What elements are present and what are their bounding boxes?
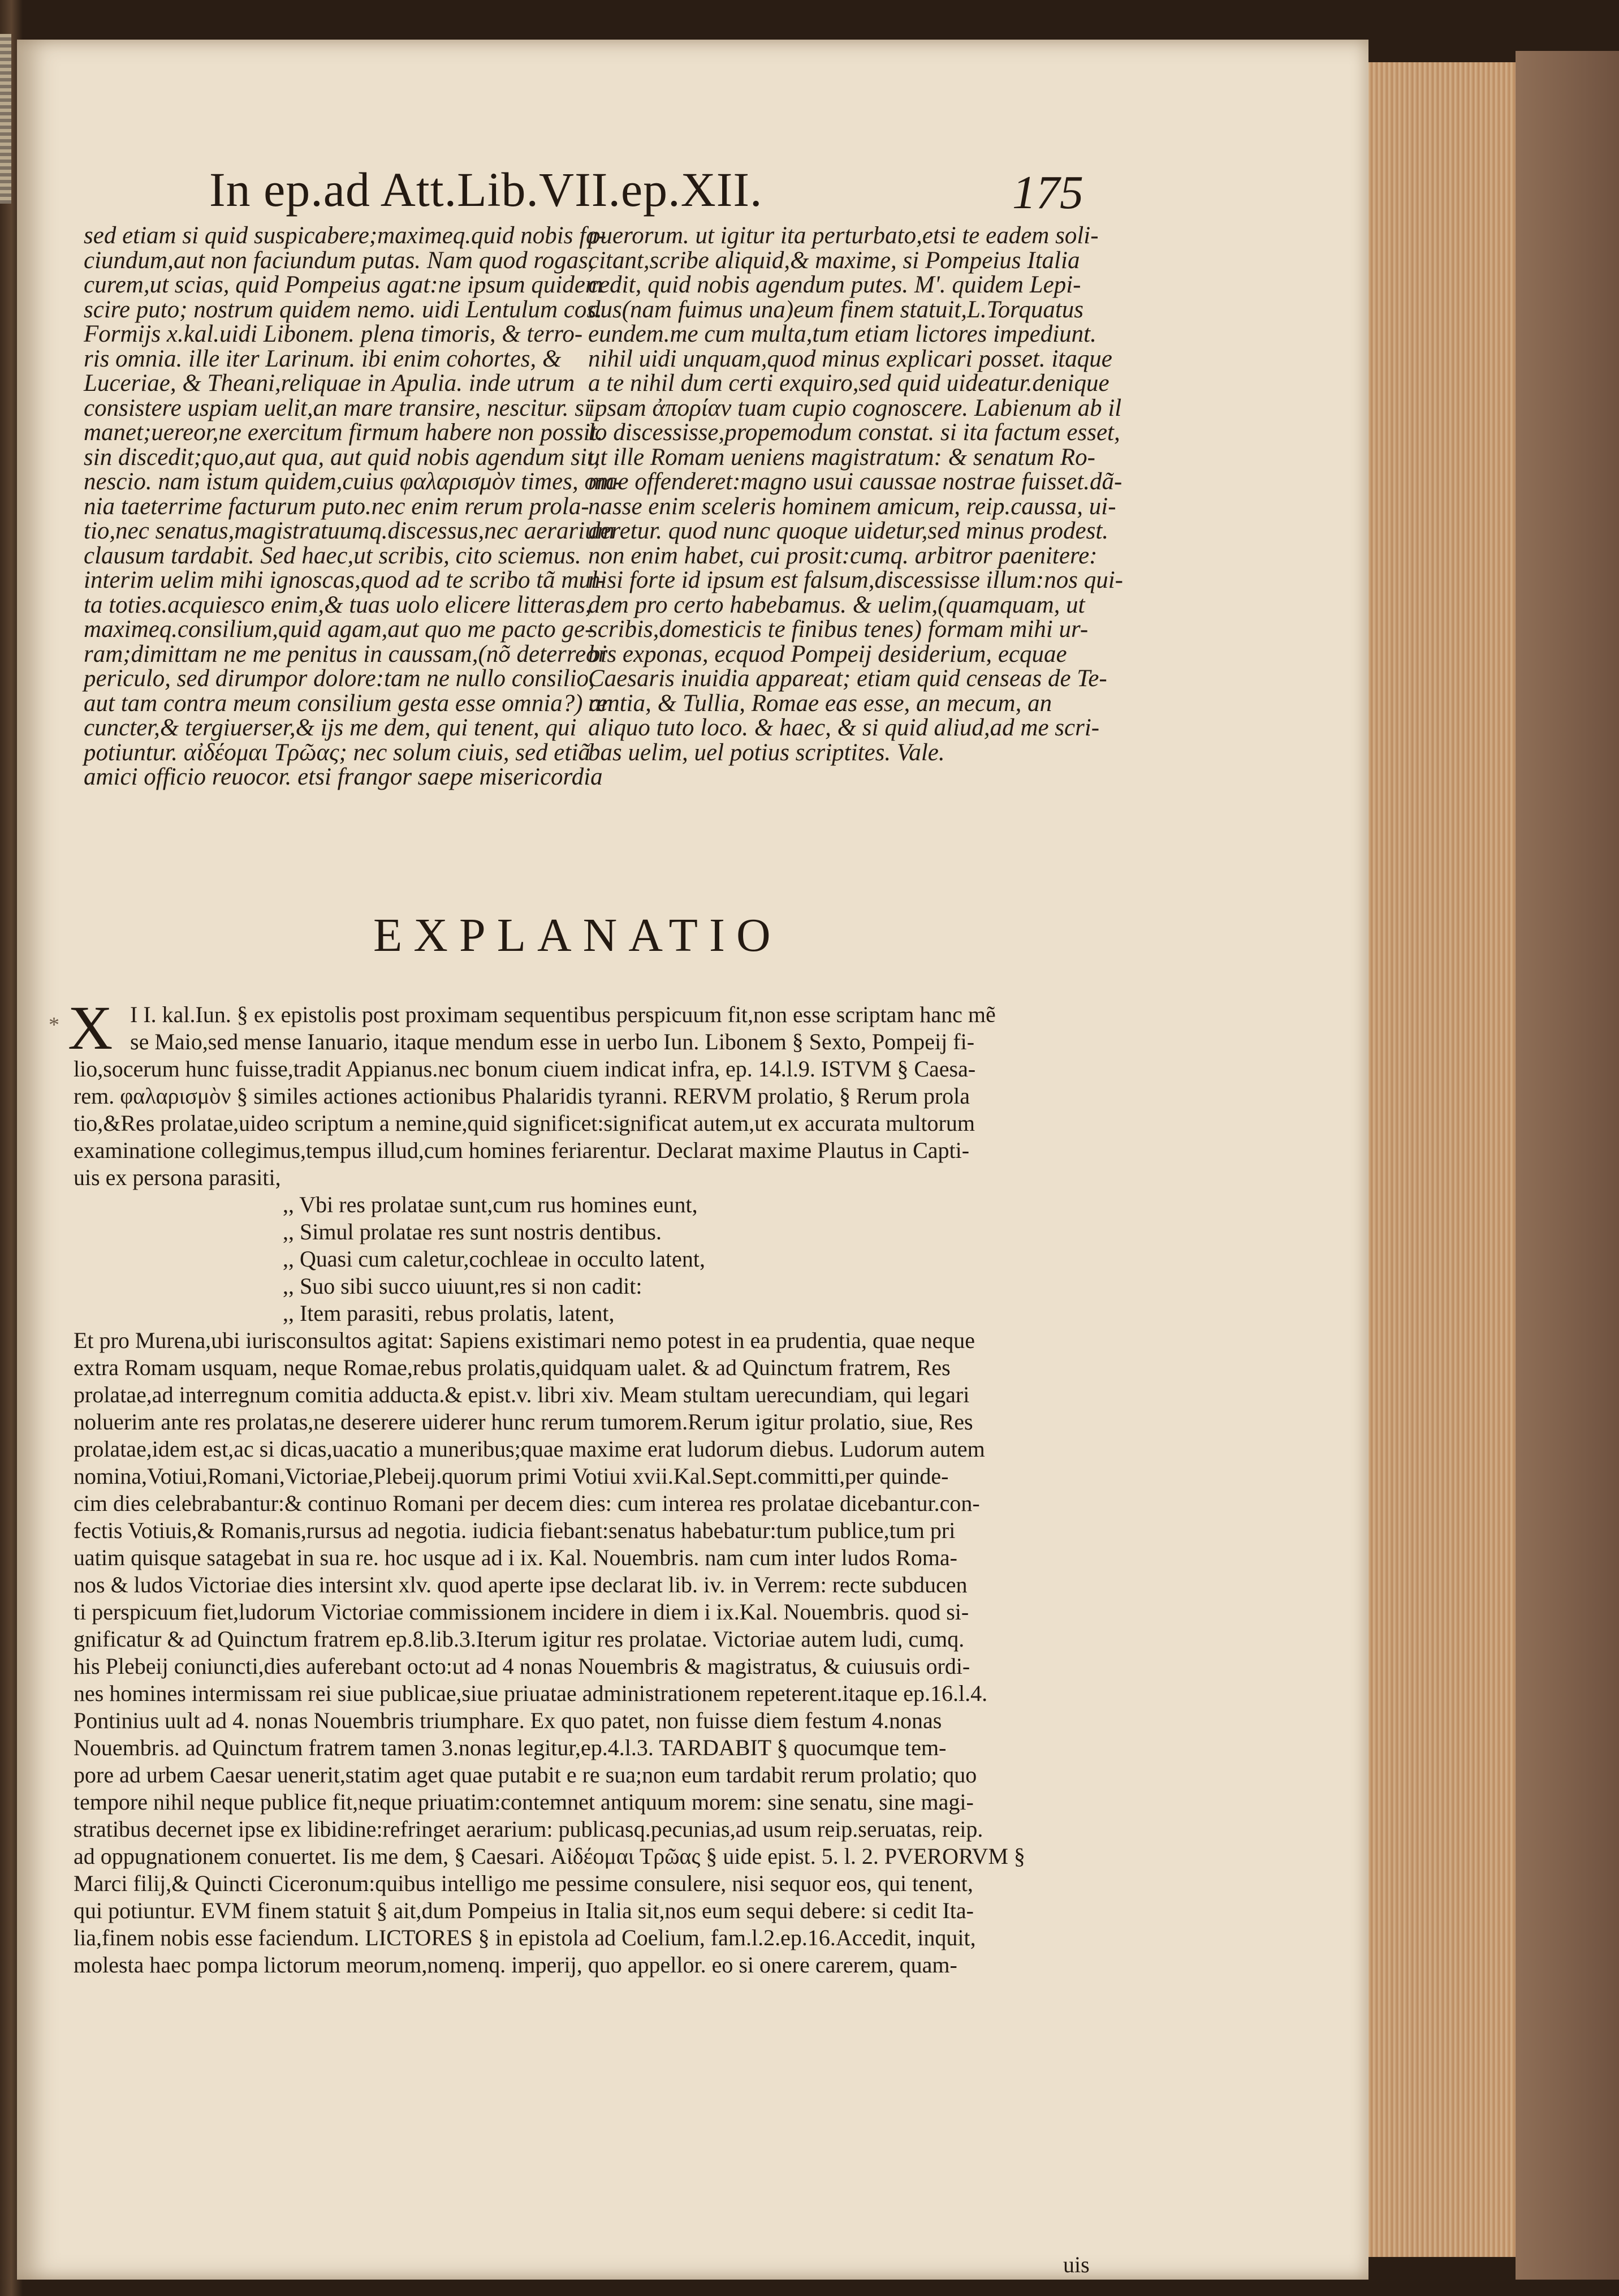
text-line: sed etiam si quid suspicabere;maximeq.quid nobis fa- xyxy=(84,222,606,249)
text-line: maximeq.consilium,quid agam,aut quo me pacto ge- xyxy=(84,616,593,643)
text-line: rem. φαλαρισμὸν § similes actiones actionibus Phalaridis tyranni. RERVM prolatio, § Rerum prola xyxy=(74,1083,970,1109)
text-line: pore ad urbem Caesar uenerit,statim aget quae putabit e re sua;non eum tardabit rerum prolatio; quo xyxy=(74,1762,977,1787)
text-line: eundem.me cum multa,tum etiam lictores impediunt. xyxy=(588,321,1096,347)
text-line: curem,ut scias, quid Pompeius agat:ne ipsum quidem xyxy=(84,272,603,298)
text-line: fectis Votiuis,& Romanis,rursus ad negotia. iudicia fiebant:senatus habebatur:tum publice,tum pri xyxy=(74,1518,956,1543)
text-line: nescio. nam istum quidem,cuius φαλαρισμὸν times, om- xyxy=(84,468,623,495)
text-line: Caesaris inuidia appareat; etiam quid censeas de Te- xyxy=(588,665,1107,692)
catchword: uis xyxy=(1063,2252,1090,2277)
text-line: examinatione collegimus,tempus illud,cum homines feriarentur. Declarat maxime Plautus in Capti- xyxy=(74,1138,970,1163)
commentary-after-verse xyxy=(74,1327,1114,1979)
book-cover xyxy=(1516,51,1619,2280)
text-line: ta toties.acquiesco enim,& tuas uolo elicere litteras, xyxy=(84,591,592,618)
text-line: dus(nam fuimus una)eum finem statuit,L.Torquatus xyxy=(588,296,1083,323)
text-line: cim dies celebrabantur:& continuo Romani per decem dies: cum interea res prolatae dicebantur.con- xyxy=(74,1491,980,1516)
text-line: ad oppugnationem conuertet. Iis me dem, § Caesari. Αἰδέομαι Τρῶας § uide epist. 5. l. 2. PVERORVM § xyxy=(74,1843,1025,1869)
text-line: noluerim ante res prolatas,ne deserere uiderer hunc rerum tumorem.Rerum igitur prolatio, siue, Res xyxy=(74,1409,973,1435)
text-line: ris omnia. ille iter Larinum. ibi enim cohortes, & xyxy=(84,345,562,372)
text-line: prolatae,ad interregnum comitia adducta.& epist.v. libri xiv. Meam stultam uerecundiam, qui legari xyxy=(74,1382,970,1407)
text-line: interim uelim mihi ignoscas,quod ad te scribo tã mul- xyxy=(84,567,606,593)
text-line: mae offenderet:magno usui caussae nostrae fuisset.dã- xyxy=(588,468,1122,495)
text-line: molesta haec pompa lictorum meorum,nomenq. imperij, quo appellor. eo si onere carerem, quam- xyxy=(74,1952,957,1978)
text-line: nos & ludos Victoriae dies intersint xlv. quod aperte ipse declarat lib. iv. in Verrem: recte subducen xyxy=(74,1572,968,1597)
text-line: Pontinius uult ad 4. nonas Nouembris triumphare. Ex quo patet, non fuisse diem festum 4.nonas xyxy=(74,1708,942,1733)
text-line: ipsam ἀπορίαν tuam cupio cognoscere. Labienum ab il xyxy=(588,394,1122,421)
verse-line: ,, Suo sibi succo uiuunt,res si non cadit: xyxy=(283,1273,642,1299)
text-line: consistere uspiam uelit,an mare transire, nescitur. si xyxy=(84,394,591,421)
text-line: ut ille Romam ueniens magistratum: & senatum Ro- xyxy=(588,443,1095,471)
letter-left-column xyxy=(84,222,623,790)
text-line: nasse enim sceleris hominem amicum, reip.caussa, ui- xyxy=(588,493,1116,520)
ribbon-marker xyxy=(0,34,11,204)
text-line: tio,nec senatus,magistratuumq.discessus,nec aerarium xyxy=(84,518,615,544)
verse-line: ,, Vbi res prolatae sunt,cum rus homines eunt, xyxy=(283,1192,698,1217)
text-line: Nouembris. ad Quinctum fratrem tamen 3.nonas legitur,ep.4.l.3. TARDABIT § quocumque tem- xyxy=(74,1735,947,1760)
text-line: lo discessisse,propemodum constat. si ita factum esset, xyxy=(588,419,1120,446)
text-line: Luceriae, & Theani,reliquae in Apulia. inde utrum xyxy=(84,370,575,397)
text-line: nomina,Votiui,Romani,Victoriae,Plebeij.quorum primi Votiui xvii.Kal.Sept.committi,per quinde- xyxy=(74,1463,949,1489)
text-line: tempore nihil neque publice fit,neque priuatim:contemnet antiquum morem: sine senatu, sine magi- xyxy=(74,1789,974,1815)
text-line: bis exponas, ecquod Pompeij desiderium, ecquae xyxy=(588,640,1067,667)
drop-cap: X xyxy=(68,993,113,1062)
text-line: tio,&Res prolatae,uideo scriptum a nemine,quid significet:significat autem,ut ex accurata multorum xyxy=(74,1110,975,1136)
text-line: non enim habet, cui prosit:cumq. arbitror paenitere: xyxy=(588,542,1098,569)
text-line: stratibus decernet ipse ex libidine:refringet aerarium: publicasq.pecunias,ad usum reip.seruatas, reip. xyxy=(74,1816,983,1842)
text-line: cedit, quid nobis agendum putes. M'. quidem Lepi- xyxy=(588,272,1081,298)
text-line: ciundum,aut non faciundum putas. Nam quod rogas, xyxy=(84,247,594,274)
verse-line: ,, Simul prolatae res sunt nostris dentibus. xyxy=(283,1219,662,1244)
margin-mark: * xyxy=(49,1013,59,1037)
text-line: his Plebeij coniuncti,dies auferebant octo:ut ad 4 nonas Nouembris & magistratus, & cuiusuis ordi- xyxy=(74,1653,970,1679)
text-line: Et pro Murena,ubi iurisconsultos agitat: Sapiens existimari nemo potest in ea prudentia, quae neque xyxy=(74,1328,975,1353)
text-line: deretur. quod nunc quoque uidetur,sed minus prodest. xyxy=(588,518,1109,544)
commentary-text xyxy=(68,993,1114,1979)
text-line: extra Romam usquam, neque Romae,rebus prolatis,quidquam ualet. & ad Quinctum fratrem, Res xyxy=(74,1355,951,1380)
text-line: periculo, sed dirumpor dolore:tam ne nullo consilio, xyxy=(84,665,595,692)
text-line: ram;dimittam ne me penitus in caussam,(nõ deterreor xyxy=(84,640,608,667)
section-heading: EXPLANATIO xyxy=(373,909,782,962)
letter-right-column xyxy=(588,222,1123,766)
text-line: nes homines intermissam rei siue publicae,siue priuatae administrationem repeterent.itaque ep.16.l.4. xyxy=(74,1681,988,1706)
folio-number: 175 xyxy=(1012,166,1083,219)
text-line: nihil uidi unquam,quod minus explicari posset. itaque xyxy=(588,345,1112,372)
text-line: nisi forte id ipsum est falsum,discessisse illum:nos qui- xyxy=(588,567,1123,593)
text-line: lia,finem nobis esse faciendum. LICTORES § in epistola ad Coelium, fam.l.2.ep.16.Accedit, inquit, xyxy=(74,1925,976,1950)
plautus-verses xyxy=(74,1191,1114,1327)
text-line: manet;uereor,ne exercitum firmum habere non possit. xyxy=(84,419,603,446)
text-line: aliquo tuto loco. & haec, & si quid aliud,ad me scri- xyxy=(588,714,1100,741)
text-line: gnificatur & ad Quinctum fratrem ep.8.lib.3.Iterum igitur res prolatae. Victoriae autem ludi, cumq. xyxy=(74,1626,965,1652)
page-edges xyxy=(1368,62,1516,2257)
verse-line: ,, Item parasiti, rebus prolatis, latent, xyxy=(283,1300,615,1326)
text-line: uis ex persona parasiti, xyxy=(74,1165,281,1190)
commentary-before-verse xyxy=(74,1056,1114,1191)
text-line: sin discedit;quo,aut qua, aut quid nobis agendum sit, xyxy=(84,443,600,471)
text-line: uatim quisque satagebat in sua re. hoc usque ad i ix. Kal. Nouembris. nam cum inter ludos Roma- xyxy=(74,1545,957,1570)
text-line: cuncter,& tergiuerser,& ijs me dem, qui tenent, qui xyxy=(84,714,577,741)
text-line: prolatae,idem est,ac si dicas,uacatio a muneribus;quae maxime erat ludorum diebus. Ludorum autem xyxy=(74,1436,985,1462)
text-line: a te nihil dum certi exquiro,sed quid uideatur.denique xyxy=(588,370,1109,397)
text-line: qui potiuntur. EVM finem statuit § ait,dum Pompeius in Italia sit,nos eum sequi debere: si cedit Ita- xyxy=(74,1898,974,1923)
text-line: potiuntur. αἰδέομαι Τρῶας; nec solum ciuis, sed etiã xyxy=(84,739,590,766)
text-line: puerorum. ut igitur ita perturbato,etsi te eadem soli- xyxy=(588,222,1099,249)
text-line: lio,socerum hunc fuisse,tradit Appianus.nec bonum ciuem indicat infra, ep. 14.l.9. ISTVM § Caesa- xyxy=(74,1056,976,1082)
running-head: In ep.ad Att.Lib.VII.ep.XII. xyxy=(209,162,763,217)
text-line: rentia, & Tullia, Romae eas esse, an mecum, an xyxy=(588,690,1052,717)
text-line: nia taeterrime facturum puto.nec enim rerum prola- xyxy=(84,493,589,520)
text-line: clausum tardabit. Sed haec,ut scribis, cito sciemus. xyxy=(84,542,581,569)
text-line: Marci filij,& Quincti Ciceronum:quibus intelligo me pessime consulere, nisi sequor eos, qui tenent, xyxy=(74,1871,973,1896)
text-line: se Maio,sed mense Ianuario, itaque mendum esse in uerbo Iun. Libonem § Sexto, Pompeij fi- xyxy=(130,1029,975,1054)
text-line: I I. kal.Iun. § ex epistolis post proximam sequentibus perspicuum fit,non esse scriptam hanc mẽ xyxy=(130,1002,996,1027)
text-line: ti perspicuum fiet,ludorum Victoriae commissionem incidere in diem i ix.Kal. Nouembris. quod si- xyxy=(74,1599,969,1625)
text-line: scire puto; nostrum quidem nemo. uidi Lentulum cos. xyxy=(84,296,602,323)
text-line: Formijs x.kal.uidi Libonem. plena timoris, & terro- xyxy=(84,321,583,347)
commentary-opening xyxy=(74,1001,1114,1056)
text-line: amici officio reuocor. etsi frangor saepe misericordia xyxy=(84,764,603,790)
verse-line: ,, Quasi cum caletur,cochleae in occulto latent, xyxy=(283,1246,705,1272)
text-line: bas uelim, uel potius scriptites. Vale. xyxy=(588,739,945,766)
text-line: citant,scribe aliquid,& maxime, si Pompeius Italia xyxy=(588,247,1080,274)
text-line: aut tam contra meum consilium gesta esse omnia?) an xyxy=(84,690,614,717)
text-line: scribis,domesticis te finibus tenes) formam mihi ur- xyxy=(588,616,1089,643)
text-line: dem pro certo habebamus. & uelim,(quamquam, ut xyxy=(588,591,1085,618)
